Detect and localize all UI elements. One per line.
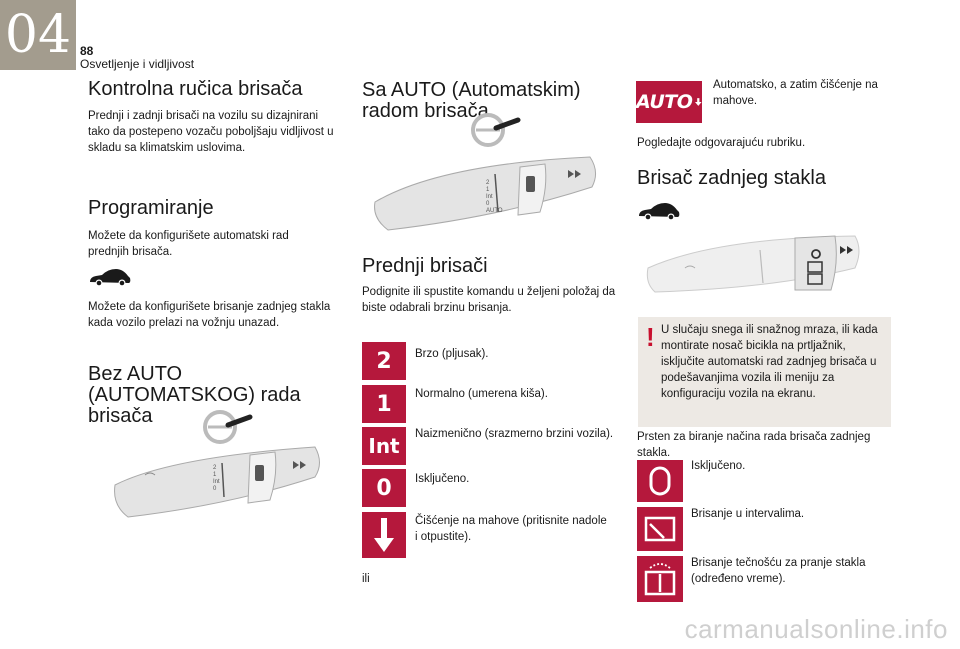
auto-icon bbox=[636, 81, 702, 123]
arrow-down-icon bbox=[362, 512, 406, 558]
stalk-label-0: 0 bbox=[486, 201, 490, 207]
speed-1-icon: 1 bbox=[362, 385, 406, 423]
off-text: Isključeno. bbox=[415, 473, 470, 485]
car-icon bbox=[88, 266, 132, 293]
section-title-no-auto: Bez AUTO (AUTOMATSKOG) rada brisača bbox=[88, 363, 301, 427]
washer-wipe-text: Brisanje tečnošću za pranje stakla (određeno vreme). bbox=[691, 557, 866, 585]
or-text: ili bbox=[362, 573, 370, 585]
intro-text: Prednji i zadnji brisači na vozilu su dizajnirani tako da postepeno vozaču poboljšaju vidljivost u skladu sa klimatskim uslovima. bbox=[88, 110, 334, 154]
stalk-label-auto: AUTO bbox=[486, 208, 503, 214]
ring-off-text: Isključeno. bbox=[691, 460, 746, 472]
stalk-label-1: 1 bbox=[486, 187, 490, 193]
intermittent-icon: Int bbox=[362, 427, 406, 465]
intermittent-text: Naizmenično (srazmerno brzini vozila). bbox=[415, 428, 614, 440]
watermark: carmanualsonline.info bbox=[684, 614, 948, 644]
stalk-label-0: 0 bbox=[213, 486, 217, 492]
stalk-label-1: 1 bbox=[213, 472, 217, 478]
car-icon bbox=[637, 200, 681, 227]
section-title-auto: Sa AUTO (Automatskim) radom brisača bbox=[362, 79, 581, 122]
section-title-wiper-stalk: Kontrolna ručica brisača bbox=[88, 78, 303, 100]
chapter-number-box: 04 bbox=[0, 0, 76, 70]
section-title-rear-wiper: Brisač zadnjeg stakla bbox=[637, 167, 826, 189]
auto-text: Automatsko, a zatim čišćenje na mahove. bbox=[713, 79, 878, 107]
stalk-label-2: 2 bbox=[213, 465, 217, 471]
see-section-text: Pogledajte odgovarajuću rubriku. bbox=[637, 137, 806, 149]
off-icon: 0 bbox=[362, 469, 406, 507]
chapter-title: Osvetljenje i vidljivost bbox=[80, 57, 195, 71]
speed-1-text: Normalno (umerena kiša). bbox=[415, 388, 548, 400]
wiper-stalk-illustration-auto bbox=[370, 112, 600, 237]
stalk-label-int: Int bbox=[213, 479, 220, 485]
section-title-front-wipers: Prednji brisači bbox=[362, 255, 488, 277]
interval-wipe-icon bbox=[637, 507, 683, 551]
warning-text: U slučaju snega ili snažnog mraza, ili kada montirate nosač bicikla na prtljažnik, isključite automatski rad zadnjeg brisača u podešavanjima vozila ili meniju za konfiguraciju vozila na ekranu. bbox=[661, 324, 878, 400]
single-wipe-text: Čišćenje na mahove (pritisnite nadole i otpustite). bbox=[415, 515, 607, 543]
front-wipers-text: Podignite ili spustite komandu u željeni položaj da biste odabrali brzinu brisanja. bbox=[362, 286, 616, 314]
section-title-programming: Programiranje bbox=[88, 197, 214, 219]
speed-2-icon: 2 bbox=[362, 342, 406, 380]
stalk-labels-manual bbox=[213, 465, 220, 493]
stalk-label-2: 2 bbox=[486, 180, 490, 186]
page-number: 88 bbox=[80, 44, 94, 58]
programming-text-front: Možete da konfigurišete automatski rad prednjih brisača. bbox=[88, 230, 289, 258]
programming-text-rear: Možete da konfigurišete brisanje zadnjeg stakla kada vozilo prelazi na vožnju unazad. bbox=[88, 301, 331, 329]
washer-wipe-icon bbox=[637, 556, 683, 602]
stalk-labels-auto bbox=[486, 180, 503, 215]
interval-wipe-text: Brisanje u intervalima. bbox=[691, 508, 805, 520]
ring-off-icon bbox=[637, 460, 683, 502]
auto-icon-label: AUTO bbox=[636, 91, 693, 113]
speed-2-text: Brzo (pljusak). bbox=[415, 348, 489, 360]
rear-wiper-stalk-illustration bbox=[645, 228, 865, 303]
ring-selector-text: Prsten za biranje načina rada brisača zadnjeg stakla. bbox=[637, 431, 871, 459]
warning-icon: ! bbox=[646, 322, 655, 352]
stalk-label-int: Int bbox=[486, 194, 493, 200]
